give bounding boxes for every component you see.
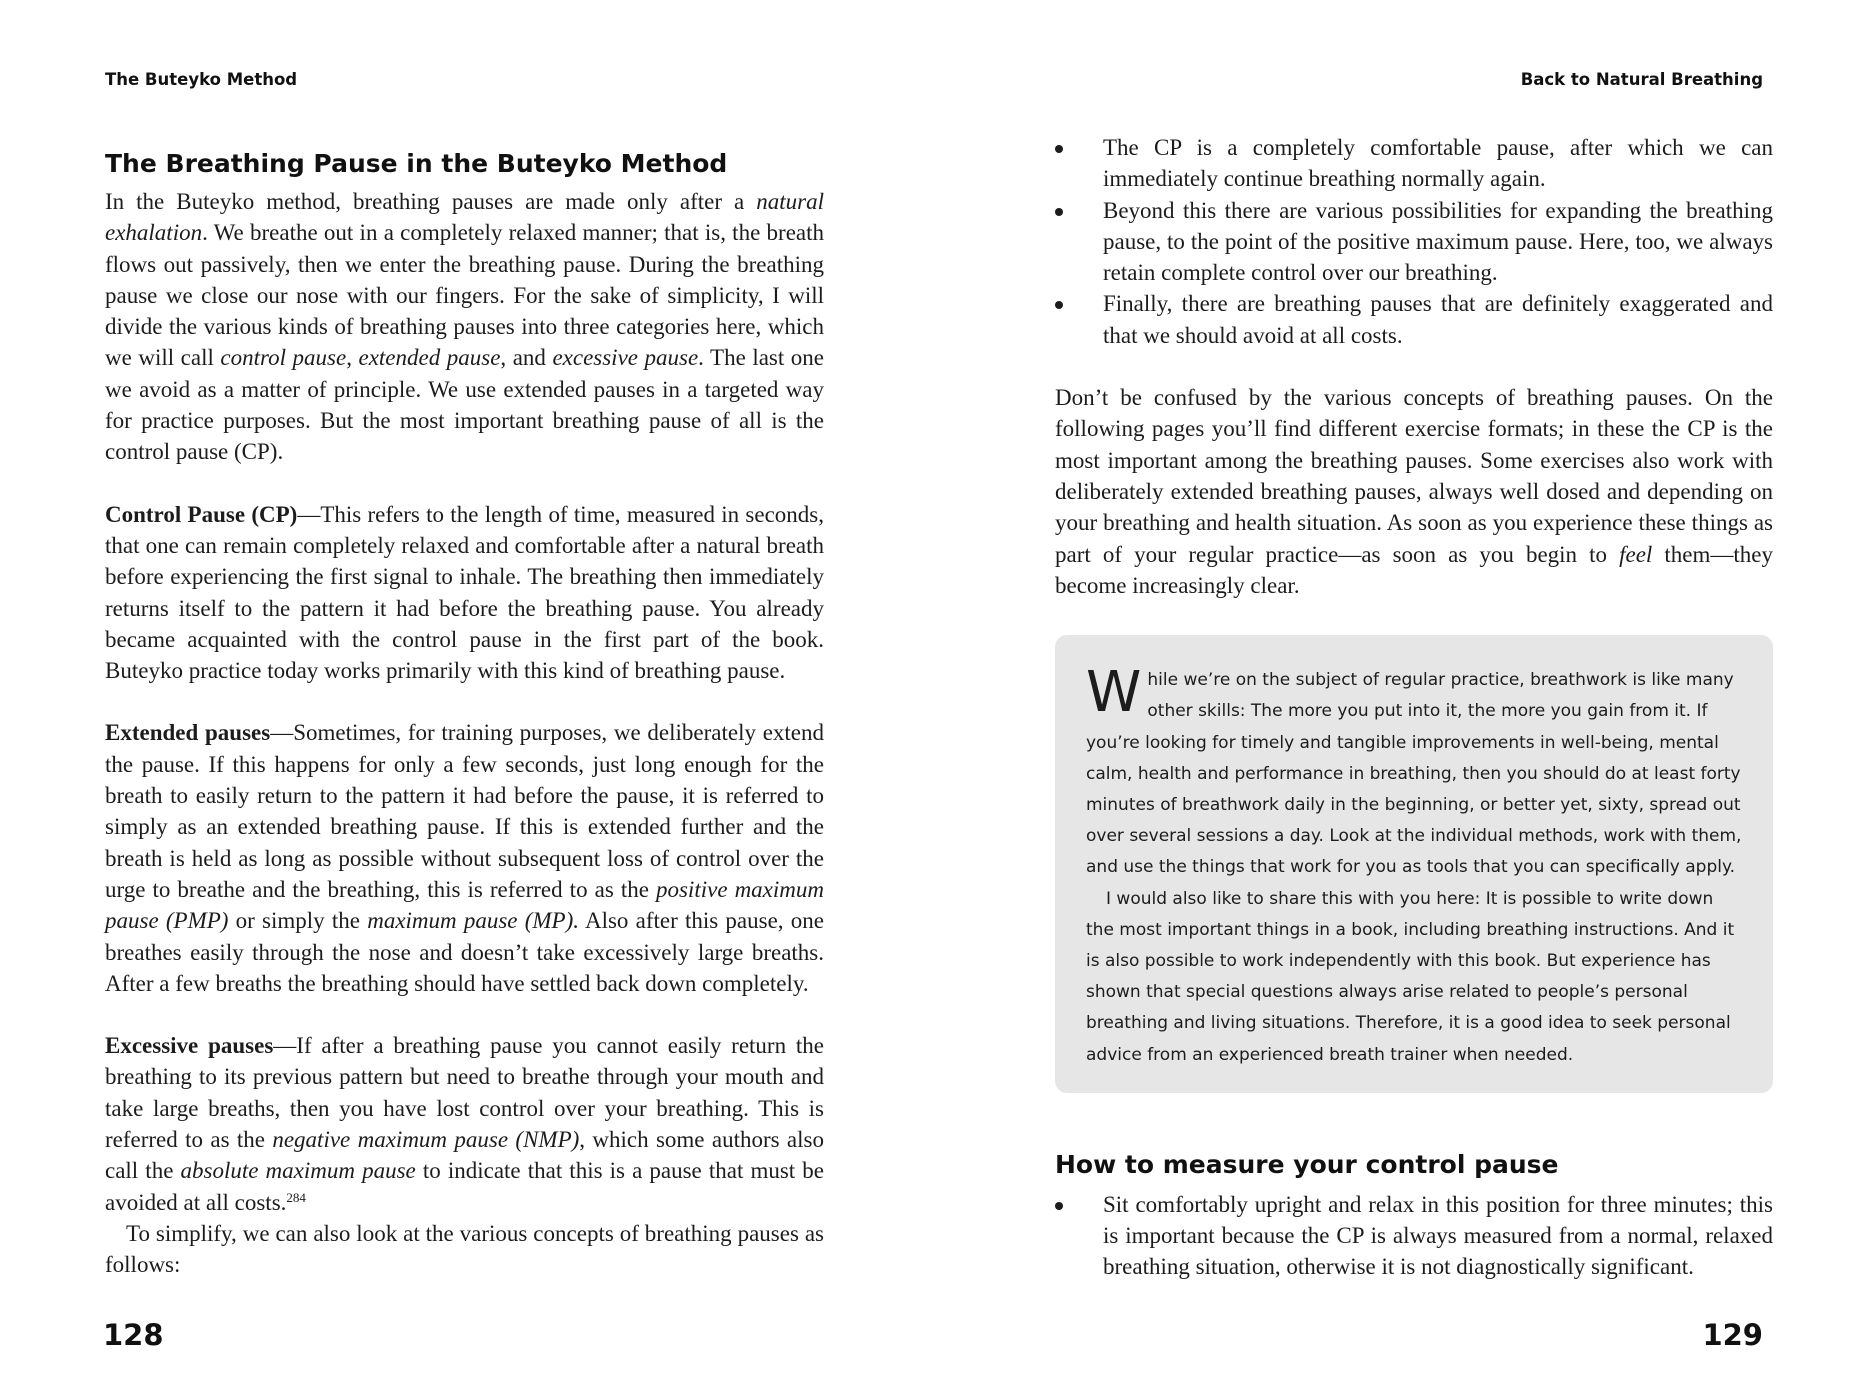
measure-heading: How to measure your control pause [1055,1149,1559,1179]
simplify-paragraph: To simplify, we can also look at the various concepts of breathing pauses as follows: [105,1220,824,1278]
right-page [933,0,1866,1400]
page-number: 129 [1702,1318,1763,1352]
left-column [105,148,824,1281]
list-item: Sit comfortably upright and relax in this position for three minutes; this is important because the CP is always measured from a normal, relaxed breathing situation, otherwise it is not diagnostically significant. [1055,1189,1773,1283]
bullet-icon [1055,1202,1063,1210]
footnote-ref[interactable]: 284 [286,1189,306,1205]
list-item: Finally, there are breathing pauses that are definitely exaggerated and that we should avoid at all costs. [1055,288,1773,351]
right-column [1055,132,1773,1283]
practice-callout-box [1055,635,1773,1093]
intro-paragraph: In the Buteyko method, breathing pauses are made only after a natural exhalation. We breathe out in a completely relaxed manner; that is, the breath flows out passively, then we enter the breathing pause. During the breathing pause we close our nose with our fingers. For the sake of simplicity, I will divide the various kinds of breathing pauses into three categories here, which we will call control pause, extended pause, and excessive pause. The last one we avoid as a matter of principle. We use extended pauses in a targeted way for practice purposes. But the most important breathing pause of all is the control pause (CP). [105,189,825,465]
list-item: Beyond this there are various possibilities for expanding the breathing pause, to the point of the positive maximum pause. Here, too, we always retain complete control over our breathing. [1055,195,1773,289]
drop-cap: W [1086,660,1142,726]
control-pause-paragraph: Control Pause (CP)—This refers to the length of time, measured in seconds, that one can remain completely relaxed and comfortable after a natural breath before experiencing the first signal to inhale. The breathing then immediately returns itself to the pattern it had before the breathing pause. You already became acquainted with the control pause in the first part of the book. Buteyko practice today works primarily with this kind of breathing pause. [105,501,824,684]
list-item: The CP is a completely comfortable pause, after which we can immediately continue breathing normally again. [1055,132,1773,195]
concepts-paragraph: Don’t be confused by the various concepts of breathing pauses. On the following pages you’ll find different exercise formats; in these the CP is the most important among the breathing pauses. Some exercises also work with deliberately extended breathing pauses, always well dosed and depending on your breathing and health situation. As soon as you experience these things as part of your regular practice—as soon as you begin to feel them—they become increasingly clear. [1055,385,1774,598]
measure-bullet-list [1055,1189,1773,1283]
pause-bullet-list [1055,132,1773,351]
excessive-pauses-paragraph: Excessive pauses—If after a breathing pause you cannot easily return the breathing to its previous pattern but need to breathe through your mouth and take large breaths, then you have lost control over your breathing. This is referred to as the negative maximum pause (NMP), which some authors also call the absolute maximum pause to indicate that this is a pause that must be avoided at all costs.$^{284}$ [105,1033,824,1215]
callout-paragraph: While we’re on the subject of regular practice, breathwork is like many other skills: The more you put into it, the more you gain from it. If you’re looking for timely and tangible improvements in well-being, mental calm, health and performance in breathing, then you should do at least forty minutes of breathwork daily in the beginning, or better yet, sixty, spread out over several sessions a day. Look at the individual methods, work with them, and use the things that work for you as tools that you can specifically apply. [1086,660,1742,878]
term: Extended pauses [105,720,271,746]
callout-paragraph: I would also like to share this with you here: It is possible to write down the most important things in a book, including breathing instructions. And it is also possible to work independently with this book. But experience has shown that special questions always arise related to people’s personal breathing and living situations. Therefore, it is a good idea to seek personal advice from an experienced breath trainer when needed. [1086,888,1735,1065]
term: Excessive pauses [105,1033,274,1059]
running-head: The Buteyko Method [105,70,298,89]
bullet-icon [1055,145,1063,153]
bullet-icon [1055,301,1063,309]
running-head: Back to Natural Breathing [1520,70,1763,89]
term: Control Pause (CP) [105,501,298,527]
page-number: 128 [103,1318,164,1352]
extended-pauses-paragraph: Extended pauses—Sometimes, for training purposes, we deliberately extend the pause. If this happens for only a few seconds, just long enough for the breath to easily return to the pattern it had before the pause, it is referred to simply as an extended breathing pause. If this is extended further and the breath is held as long as possible without subsequent loss of control over the urge to breathe and the breathing, this is referred to as the positive maximum pause (PMP) or simply the maximum pause (MP). Also after this pause, one breathes easily through the nose and doesn’t take excessively large breaths. After a few breaths the breathing should have settled back down completely. [105,720,824,996]
bullet-icon [1055,208,1063,216]
section-heading: The Breathing Pause in the Buteyko Method [105,149,728,178]
